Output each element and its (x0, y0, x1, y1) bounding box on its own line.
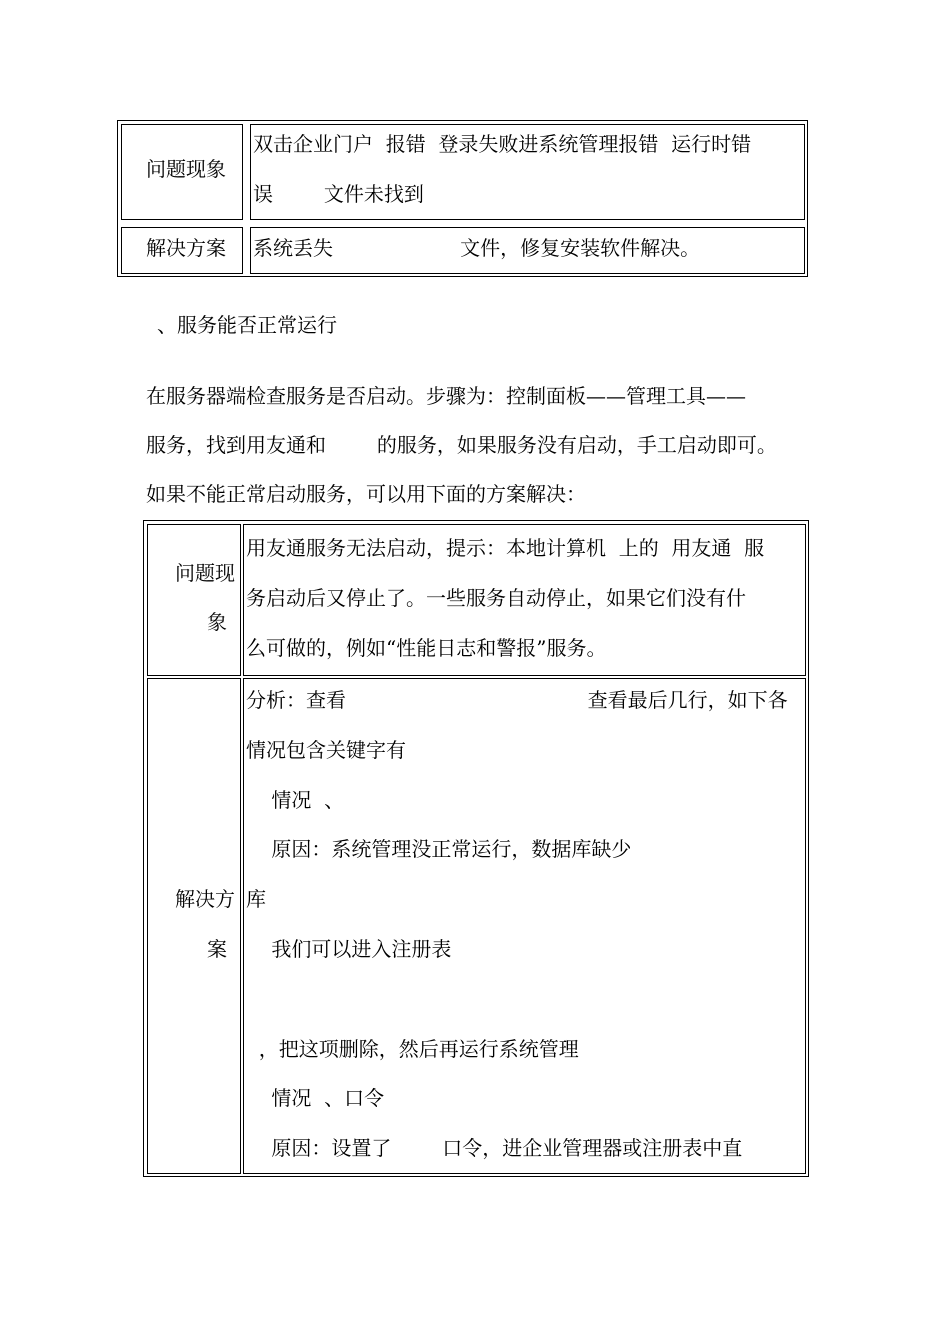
table-2-row-2-text-line-9: 原因：设置了 口令，进企业管理器或注册表中直 (246, 1136, 743, 1160)
table-2-row-1-label-line-2: 象 (207, 610, 227, 634)
table-1-row-1-text-line-1: 双击企业门户 报错 登录失败进系统管理报错 运行时错 (253, 132, 752, 156)
table-2-row-2-text-line-3: 情况 、 (246, 788, 345, 812)
table-2-row-1-label-line-1: 问题现 (175, 561, 235, 585)
table-1-row-1-label: 问题现象 (146, 157, 226, 181)
paragraph-line-1: 在服务器端检查服务是否启动。步骤为：控制面板——管理工具—— (146, 384, 746, 408)
table-2-row-1-text-line-2: 务启动后又停止了。一些服务自动停止，如果它们没有什 (246, 586, 746, 610)
paragraph-line-2: 服务，找到用友通和 的服务，如果服务没有启动，手工启动即可。 (146, 433, 777, 457)
table-2-row-2-text-line-6: 我们可以进入注册表 (246, 937, 452, 961)
table-2-row-2-label-line-1: 解决方 (175, 887, 235, 911)
table-2-cell-border (147, 524, 241, 676)
table-1-row-2-label: 解决方案 (146, 236, 226, 260)
table-2-row-1-text-line-1: 用友通服务无法启动，提示：本地计算机 上的 用友通 服 (246, 536, 765, 560)
table-2-row-2-text-line-5: 库 (246, 887, 266, 911)
table-2-row-1-text-line-3: 么可做的，例如“性能日志和警报”服务。 (246, 636, 607, 660)
table-2-row-2-text-line-7: ，把这项删除，然后再运行系统管理 (246, 1037, 579, 1061)
table-2-row-2-label-line-2: 案 (207, 937, 227, 961)
table-2-row-2-text-line-2: 情况包含关键字有 (246, 738, 406, 762)
table-2-row-2-text-line-8: 情况 、口令 (246, 1086, 385, 1110)
section-heading: 、服务能否正常运行 (157, 313, 337, 337)
table-2-cell-border (147, 678, 241, 1174)
table-2-row-2-text-line-1: 分析：查看 查看最后几行，如下各 (246, 688, 788, 712)
table-1-row-1-text-line-2: 误 文件未找到 (253, 182, 424, 206)
table-1-row-2-text: 系统丢失 文件，修复安装软件解决。 (253, 236, 701, 260)
paragraph-line-3: 如果不能正常启动服务，可以用下面的方案解决： (146, 482, 586, 506)
table-2-row-2-text-line-4: 原因：系统管理没正常运行，数据库缺少 (246, 837, 632, 861)
